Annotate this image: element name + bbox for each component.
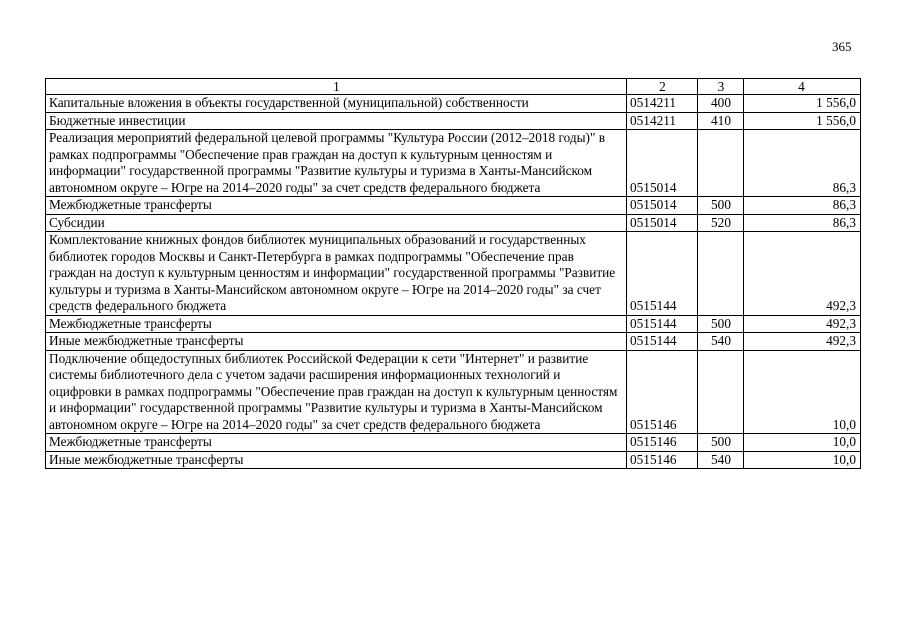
row-type: 500 [698, 315, 744, 333]
row-code: 0515144 [627, 315, 698, 333]
row-name: Реализация мероприятий федеральной целевой программы "Культура России (2012–2018 годы)" в рамках подпрограммы "Обеспечение прав граждан на доступ к культурным ценностям и информации" государственной программы "Развитие культуры и туризма в Ханты-Мансийском автономном округе – Югре на 2014–2020 годы" за счет средств федерального бюджета [46, 130, 627, 197]
row-code: 0515144 [627, 333, 698, 351]
row-code: 0515014 [627, 197, 698, 215]
table-row [46, 112, 861, 130]
row-amount: 492,3 [744, 333, 861, 351]
row-type: 400 [698, 95, 744, 113]
table-row [46, 214, 861, 232]
row-amount: 10,0 [744, 350, 861, 434]
row-type: 540 [698, 333, 744, 351]
row-amount: 492,3 [744, 315, 861, 333]
row-code: 0514211 [627, 95, 698, 113]
table-row [46, 333, 861, 351]
row-amount: 86,3 [744, 197, 861, 215]
budget-table [45, 78, 861, 469]
row-code: 0515014 [627, 130, 698, 197]
table-row [46, 197, 861, 215]
table-header-row [46, 79, 861, 95]
row-amount: 1 556,0 [744, 95, 861, 113]
row-code: 0514211 [627, 112, 698, 130]
row-amount: 86,3 [744, 214, 861, 232]
table-row [46, 350, 861, 434]
row-type: 410 [698, 112, 744, 130]
row-name: Бюджетные инвестиции [46, 112, 627, 130]
table-row [46, 232, 861, 316]
page-number: 365 [832, 39, 852, 54]
row-name: Межбюджетные трансферты [46, 197, 627, 215]
row-name: Межбюджетные трансферты [46, 315, 627, 333]
table-row [46, 315, 861, 333]
row-type [698, 232, 744, 316]
header-col-2: 2 [627, 79, 698, 95]
header-col-4: 4 [744, 79, 861, 95]
row-type: 500 [698, 197, 744, 215]
row-code: 0515014 [627, 214, 698, 232]
row-type: 540 [698, 451, 744, 469]
header-col-1: 1 [46, 79, 627, 95]
row-amount: 1 556,0 [744, 112, 861, 130]
row-name: Субсидии [46, 214, 627, 232]
row-code: 0515146 [627, 350, 698, 434]
row-type [698, 350, 744, 434]
row-name: Иные межбюджетные трансферты [46, 451, 627, 469]
row-code: 0515146 [627, 434, 698, 452]
row-amount: 10,0 [744, 451, 861, 469]
row-name: Межбюджетные трансферты [46, 434, 627, 452]
table-row [46, 434, 861, 452]
row-name: Подключение общедоступных библиотек Российской Федерации к сети "Интернет" и развитие системы библиотечного дела с учетом задачи расширения информационных технологий и оцифровки в рамках подпрограммы "Обеспечение прав граждан на доступ к культурным ценностям и информации" государственной программы "Развитие культуры и туризма в Ханты-Мансийском автономном округе – Югре на 2014–2020 годы" за счет средств федерального бюджета [46, 350, 627, 434]
table-row [46, 95, 861, 113]
header-col-3: 3 [698, 79, 744, 95]
row-name: Иные межбюджетные трансферты [46, 333, 627, 351]
row-type: 520 [698, 214, 744, 232]
row-amount: 86,3 [744, 130, 861, 197]
row-amount: 492,3 [744, 232, 861, 316]
row-name: Комплектование книжных фондов библиотек муниципальных образований и государственных библиотек городов Москвы и Санкт-Петербурга в рамках подпрограммы "Обеспечение прав граждан на доступ к культурным ценностям и информации" государственной программы "Развитие культуры и туризма в Ханты-Мансийском автономном округе – Югре на 2014–2020 годы" за счет средств федерального бюджета [46, 232, 627, 316]
row-code: 0515144 [627, 232, 698, 316]
row-amount: 10,0 [744, 434, 861, 452]
row-code: 0515146 [627, 451, 698, 469]
row-name: Капитальные вложения в объекты государственной (муниципальной) собственности [46, 95, 627, 113]
row-type [698, 130, 744, 197]
table-row [46, 130, 861, 197]
row-type: 500 [698, 434, 744, 452]
table-row [46, 451, 861, 469]
